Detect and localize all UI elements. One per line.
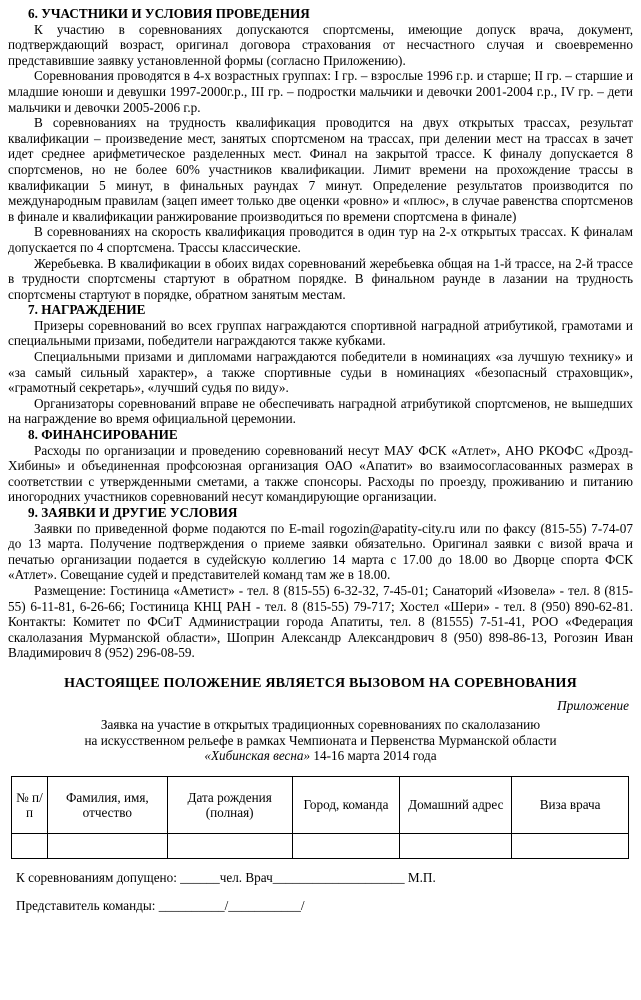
header-number: № п/п xyxy=(12,776,48,833)
header-birth-date: Дата рождения (полная) xyxy=(167,776,292,833)
table-cell[interactable] xyxy=(47,833,167,858)
section-7-paragraph: Призеры соревнований во всех группах награждаются спортивной наградной атрибутикой, грамотами и специальными призами, победители награждаются также кубками. xyxy=(8,317,633,349)
challenge-banner: НАСТОЯЩЕЕ ПОЛОЖЕНИЕ ЯВЛЯЕТСЯ ВЫЗОВОМ НА СОРЕВНОВАНИЯ xyxy=(64,675,577,691)
application-title xyxy=(8,717,633,764)
table-cell[interactable] xyxy=(400,833,512,858)
event-dates: 14-16 марта 2014 года xyxy=(310,748,437,764)
section-6-paragraph: Жеребьевка. В квалификации в обоих видах соревнований жеребьевка общая на 1-й трассе, на 2-й трассе в трудности спортсмены стартуют в обратном порядке. В финальном раунде в лазании на трудность спортсмены стартуют в порядке, обратном занятым местам. xyxy=(8,255,633,302)
section-8-paragraph: Расходы по организации и проведению соревнований несут МАУ ФСК «Атлет», АНО РКОФС «Дрозд-Хибины» и объединенная профсоюзная организация ОАО «Апатит» во взаимосогласованных размерах в соответствии с утвержденными сметами, а также спонсоры. Расходы по проезду, проживанию и питанию иногородних участников соревнований несут командирующие организации. xyxy=(8,442,633,505)
admitted-line: К соревнованиям допущено: ______чел. Врач____________________ М.П. xyxy=(16,869,436,885)
section-9-paragraph: Размещение: Гостиница «Аметист» - тел. 8 (815-55) 6-32-32, 7-45-01; Санаторий «Изовела» - тел. 8 (815-55) 6-11-81, 6-26-66; Гостиница КНЦ РАН - тел. 8 (815-55) 79-717; Хостел «Шери» - тел. 8 (950) 890-62-81. Контакты: Комитет по ФСиТ Администрации города Апатиты, тел. 8 (81555) 7-51-41, РОО «Федерация скалолазания Мурманской области», Шоприн Александр Александрович 8 (950) 898-86-13, Рогозин Иван Владимирович 8 (952) 296-08-59. xyxy=(8,582,633,661)
application-table xyxy=(11,776,629,859)
table-cell[interactable] xyxy=(512,833,629,858)
event-name: «Хибинская весна» xyxy=(204,748,311,764)
header-doctor-visa: Виза врача xyxy=(512,776,629,833)
header-home-address: Домашний адрес xyxy=(400,776,512,833)
table-cell[interactable] xyxy=(292,833,400,858)
table-row xyxy=(12,833,629,858)
section-7-paragraph: Специальными призами и дипломами награждаются победители в номинациях «за лучшую технику» и «за самый сильный характер», а также спортивные судьи в номинациях «безопасный страховщик», «грамотный секретарь», «лучший судья по виду». xyxy=(8,349,633,396)
appendix-label: Приложение xyxy=(557,697,629,713)
section-6-heading: 6. УЧАСТНИКИ И УСЛОВИЯ ПРОВЕДЕНИЯ xyxy=(28,6,310,21)
application-title-line-1: Заявка на участие в открытых традиционных соревнованиях по скалолазанию xyxy=(100,717,541,733)
table-cell[interactable] xyxy=(12,833,48,858)
section-6-paragraph: В соревнованиях на трудность квалификация проводится на двух открытых трассах, результат квалификации – произведение мест, занятых спортсменом на трассах, при делении мест на трассах в зачет идет среднее арифметическое разделенных мест. Финал на закрытой трассе. К финалу допускается 8 спортсменов, но не более 60% участников квалификации. Лимит времени на прохождение трассы в квалификации 5 минут, в финальных раундах 7 минут. Определение результатов производится по международным правилам (зацеп имеет только две оценки «ровно» и «плюс», в случае равенства спортсменов в финале и квалификации ранжирование производиться по времени спортсмена в финале) xyxy=(8,115,633,224)
application-title-line-2: на искусственном рельефе в рамках Чемпионата и Первенства Мурманской области xyxy=(84,732,557,748)
section-8-heading: 8. ФИНАНСИРОВАНИЕ xyxy=(28,427,178,443)
section-6-paragraph: К участию в соревнованиях допускаются спортсмены, имеющие допуск врача, документ, подтверждающий возраст, оригинал договора страхования от несчастного случая и своевременно представившие заявку установленной формы (согласно Приложению). xyxy=(8,21,633,68)
header-city-team: Город, команда xyxy=(292,776,400,833)
application-title-line-3 xyxy=(8,748,633,764)
section-6-paragraph: В соревнованиях на скорость квалификация проводится в один тур на 2-х открытых трассах. К финалам допускается по 4 спортсмена. Трассы классические. xyxy=(8,224,633,255)
table-cell[interactable] xyxy=(167,833,292,858)
representative-line: Представитель команды: __________/___________/ xyxy=(16,897,305,913)
table-header-row xyxy=(12,776,629,833)
section-7-paragraph: Организаторы соревнований вправе не обеспечивать наградной атрибутикой спортсменов, не вышедших на награждение во время официальной церемонии. xyxy=(8,395,633,427)
section-9-heading: 9. ЗАЯВКИ И ДРУГИЕ УСЛОВИЯ xyxy=(28,505,238,520)
section-7-heading: 7. НАГРАЖДЕНИЕ xyxy=(28,302,146,318)
section-6-paragraph: Соревнования проводятся в 4-х возрастных группах: I гр. – взрослые 1996 г.р. и старше; II гр. – старшие и младшие юноши и девушки 1997-2000г.р., III гр. – подростки мальчики и девочки 2001-2004 г.р., IV гр. – дети мальчики и девочки 2005-2006 г.р. xyxy=(8,68,633,115)
header-full-name: Фамилия, имя, отчество xyxy=(47,776,167,833)
section-9-paragraph: Заявки по приведенной форме подаются по E-mail rogozin@apatity-city.ru или по факсу (815-55) 7-74-07 до 13 марта. Получение подтверждения о приеме заявки обязательно. Оригинал заявки с визой врача и печатью организации подается в судейскую коллегию 14 марта с 17.00 до 18.00 во Дворце спорта ФСК «Атлет». Совещание судей и представителей команд там же в 18.00. xyxy=(8,520,633,583)
